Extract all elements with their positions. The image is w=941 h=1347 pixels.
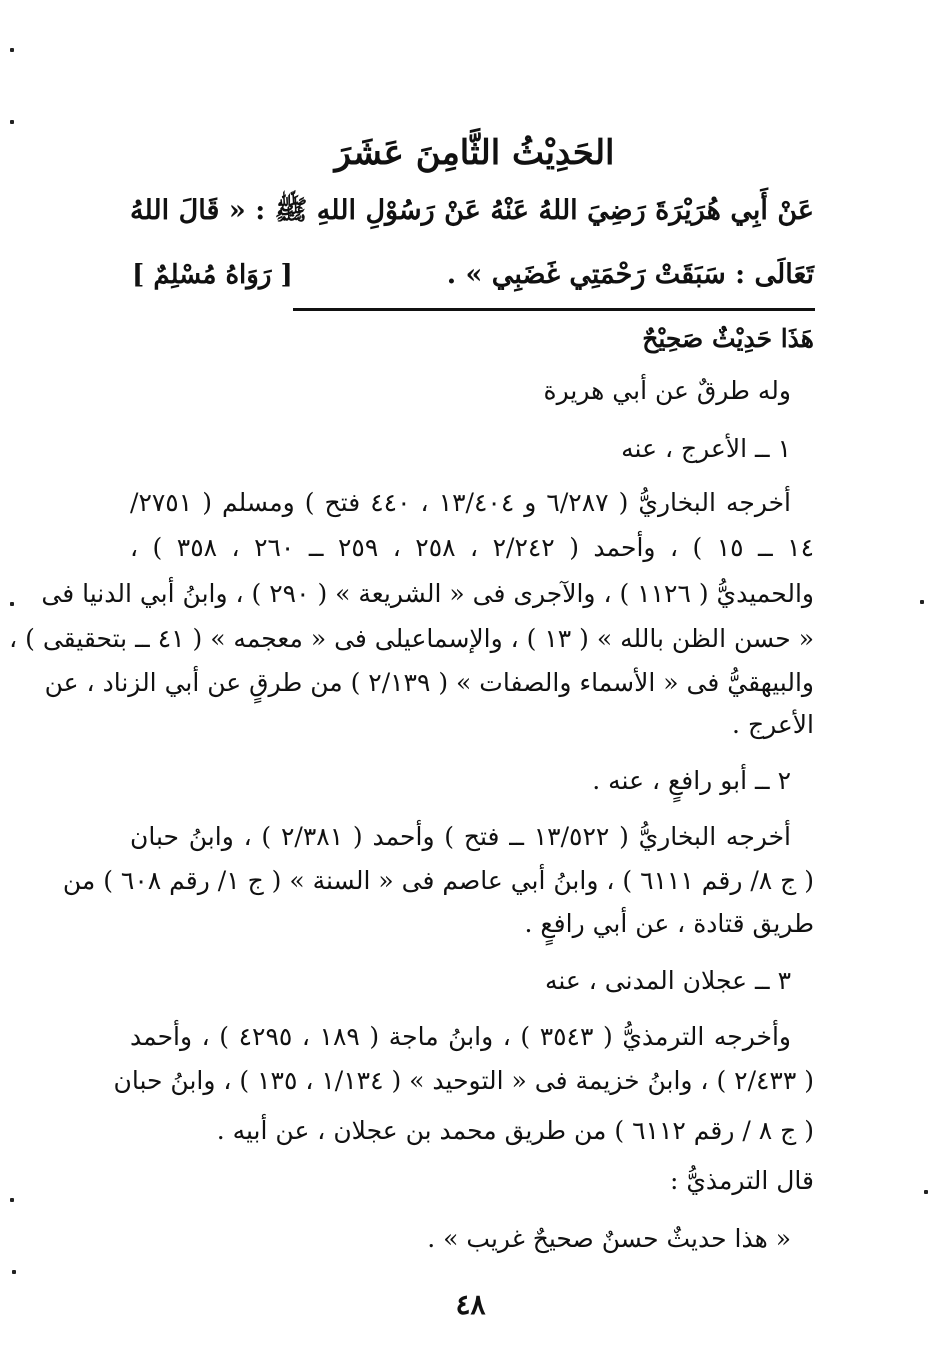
route-2-heading: ٢ ــ أبو رافعٍ ، عنه . bbox=[592, 766, 791, 795]
route-1-line-6: الأعرج . bbox=[732, 710, 814, 739]
route-2-line-2: ( ج ٨/ رقم ٦١١١ ) ، وابنُ أبي عاصم فى « السنة » ( ج ١/ رقم ٦٠٨ ) من bbox=[62, 866, 814, 895]
tirmidhi-quote: « هذا حديثٌ حسنٌ صحيحٌ غريب » . bbox=[427, 1224, 791, 1253]
scan-speck bbox=[10, 120, 14, 124]
chapter-title: الحَدِيْثُ الثَّامِنَ عَشَرَ bbox=[334, 133, 615, 173]
route-3-line-3: ( ج ٨ / رقم ٦١١٢ ) من طريق محمد بن عجلان ، عن أبيه . bbox=[216, 1116, 814, 1145]
page-number: ٤٨ bbox=[455, 1288, 486, 1321]
scan-speck bbox=[920, 600, 924, 604]
intro-text: وله طرقٌ عن أبي هريرة bbox=[543, 376, 791, 405]
route-1-line-1: أخرجه البخاريُّ ( ٦/٢٨٧ و ١٣/٤٠٤ ، ٤٤٠ فتح ) ومسلم ( ٢٧٥١/ bbox=[130, 488, 792, 517]
scan-speck bbox=[10, 1198, 14, 1202]
grading-heading: هَذَا حَدِيْثٌ صَحِيْحٌ bbox=[642, 324, 814, 353]
scan-speck bbox=[10, 48, 14, 52]
separator-rule bbox=[293, 308, 815, 311]
hadith-text-line-1: عَنْ أَبِي هُرَيْرَةَ رَضِيَ اللهُ عَنْهُ عَنْ رَسُوْلِ اللهِ ﷺ : « قَالَ اللهُ bbox=[130, 195, 814, 226]
route-1-line-3: والحميديُّ ( ١١٢٦ ) ، والآجرى فى « الشريعة » ( ٢٩٠ ) ، وابنُ أبي الدنيا فى bbox=[41, 579, 814, 608]
hadith-reference: [ رَوَاهُ مُسْلِمٌ ] bbox=[132, 260, 293, 290]
scan-speck bbox=[924, 1190, 928, 1194]
route-1-line-2: ١٤ ــ ١٥ ) ، وأحمد ( ٢/٢٤٢ ، ٢٥٨ ، ٢٥٩ ــ ٢٦٠ ، ٣٥٨ ) ، bbox=[130, 533, 815, 562]
route-1-line-4: « حسن الظن بالله » ( ١٣ ) ، والإسماعيلى فى « معجمه » ( ٤١ ــ بتحقيقى ) ، bbox=[9, 624, 814, 653]
route-2-line-1: أخرجه البخاريُّ ( ١٣/٥٢٢ ــ فتح ) وأحمد ( ٢/٣٨١ ) ، وابنُ حبان bbox=[130, 822, 791, 851]
hadith-text-line-2: تَعَالَى : سَبَقَتْ رَحْمَتِي غَضَبِي » . bbox=[446, 259, 814, 290]
route-3-line-2: ( ٢/٤٣٣ ) ، وابنُ خزيمة فى « التوحيد » ( ١/١٣٤ ، ١٣٥ ) ، وابنُ حبان bbox=[113, 1066, 814, 1095]
scan-speck bbox=[12, 1270, 16, 1274]
route-1-heading: ١ ــ الأعرج ، عنه bbox=[621, 434, 791, 463]
scan-speck bbox=[10, 602, 14, 606]
route-3-line-1: وأخرجه الترمذيُّ ( ٣٥٤٣ ) ، وابنُ ماجة ( ١٨٩ ، ٤٢٩٥ ) ، وأحمد bbox=[130, 1022, 791, 1051]
tirmidhi-label: قال الترمذيُّ : bbox=[669, 1166, 814, 1195]
route-3-heading: ٣ ــ عجلان المدنى ، عنه bbox=[544, 966, 791, 995]
route-2-line-3: طريق قتادة ، عن أبي رافعٍ . bbox=[524, 909, 814, 938]
route-1-line-5: والبيهقيُّ فى « الأسماء والصفات » ( ٢/١٣٩ ) من طرقٍ عن أبي الزناد ، عن bbox=[44, 668, 814, 697]
